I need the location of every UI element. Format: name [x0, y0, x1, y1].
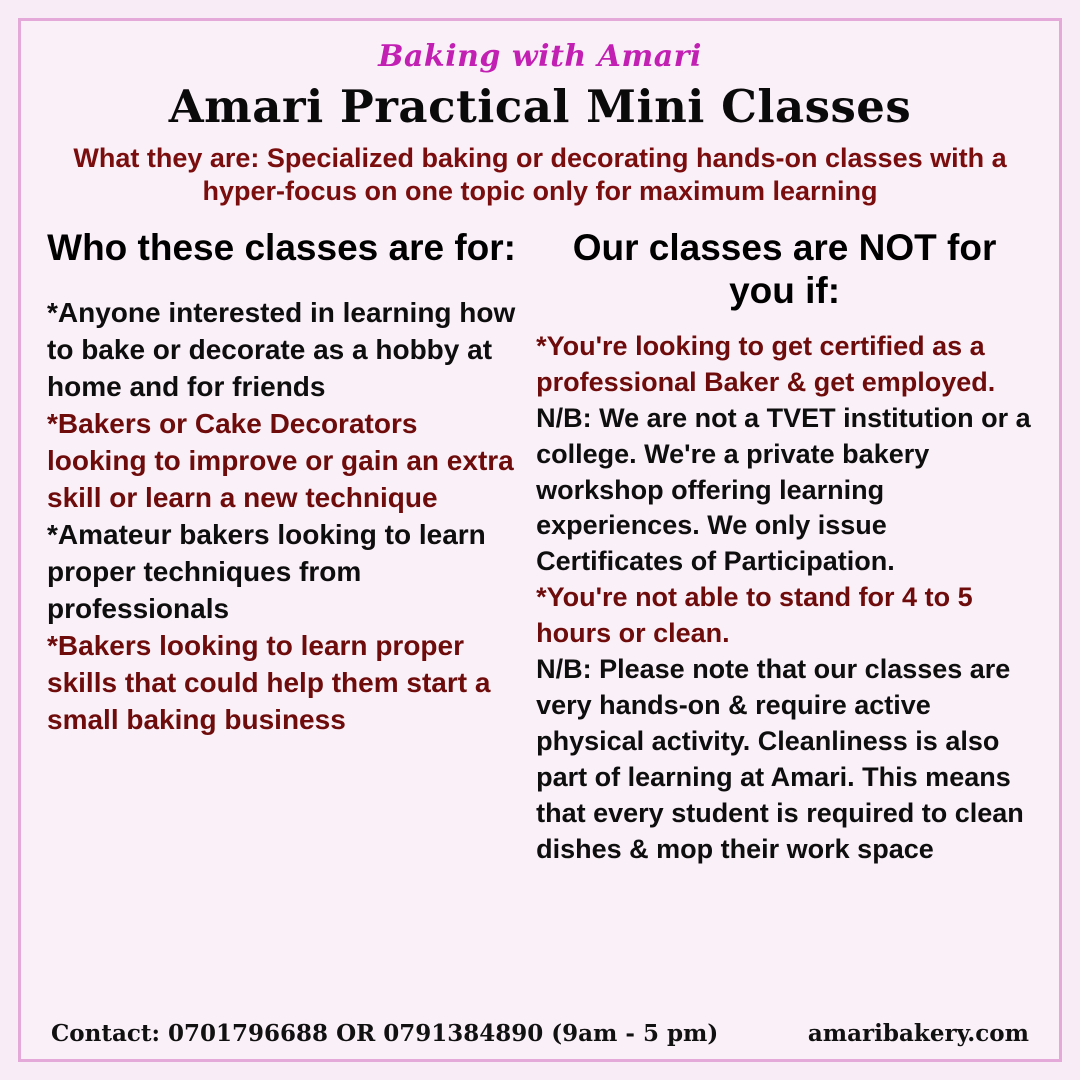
- left-column: [47, 226, 530, 1014]
- right-item-3: *You're not able to stand for 4 to 5 hours or clean.: [536, 582, 973, 649]
- brand-name: Baking with Amari: [378, 39, 702, 74]
- website-link[interactable]: amaribakery.com: [807, 1020, 1029, 1047]
- right-column-heading: Our classes are NOT for you if:: [572, 226, 997, 312]
- footer: [47, 1020, 1033, 1049]
- page-title: Amari Practical Mini Classes: [168, 79, 912, 133]
- columns-container: [47, 226, 1033, 1014]
- right-item-1: *You're looking to get certified as a professional Baker & get employed.: [536, 330, 996, 397]
- subtitle-description: What they are: Specialized baking or decorating hands-on classes with a hyper-focus on one topic only for maximum learning: [73, 142, 1007, 206]
- left-column-body: [47, 295, 516, 738]
- right-column: [530, 226, 1033, 1014]
- left-column-heading: Who these classes are for:: [47, 226, 516, 268]
- left-item-2: *Bakers or Cake Decorators looking to improve or gain an extra skill or learn a new technique: [47, 408, 514, 514]
- contact-info: Contact: 0701796688 OR 0791384890 (9am - 5 pm): [51, 1020, 719, 1047]
- left-item-4: *Bakers looking to learn proper skills that could help them start a small baking business: [47, 629, 491, 735]
- right-item-2: N/B: We are not a TVET institution or a college. We're a private bakery workshop offering learning experiences. We only issue Certificates of Participation.: [536, 402, 1031, 577]
- left-item-1: *Anyone interested in learning how to bake or decorate as a hobby at home and for friends: [47, 297, 516, 403]
- right-item-4: N/B: Please note that our classes are very hands-on & require active physical activity. Cleanliness is also part of learning at Amari. This means that every student is required to clean dishes & mop their work space: [536, 654, 1024, 864]
- right-column-body: [536, 329, 1033, 868]
- left-item-3: *Amateur bakers looking to learn proper techniques from professionals: [47, 519, 486, 624]
- poster-frame: [18, 18, 1062, 1062]
